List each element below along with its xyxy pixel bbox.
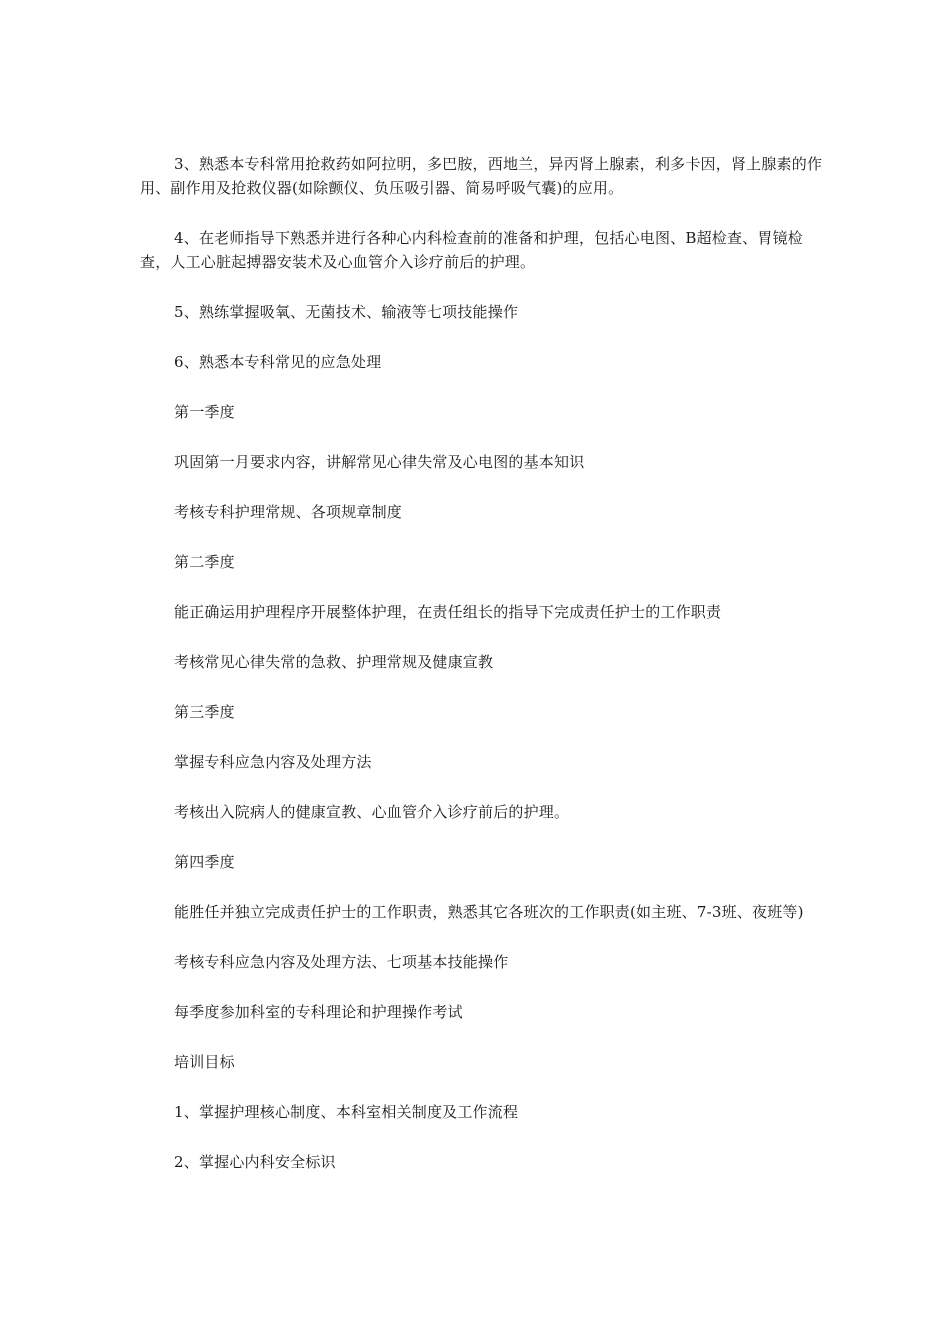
paragraph-q3-content: 掌握专科应急内容及处理方法 [174,753,372,771]
paragraph-q4-assessment: 考核专科应急内容及处理方法、七项基本技能操作 [174,953,509,971]
paragraph-q3-assessment: 考核出入院病人的健康宣教、心血管介入诊疗前后的护理。 [174,803,570,821]
document-body [140,152,830,1200]
paragraph-quarterly-exam: 每季度参加科室的专科理论和护理操作考试 [174,1003,463,1021]
section-heading-training-goals: 培训目标 [174,1053,235,1071]
paragraph-item-5-skills: 5、熟练掌握吸氧、无菌技术、输液等七项技能操作 [174,303,519,321]
paragraph-goal-2: 2、掌握心内科安全标识 [174,1153,336,1171]
paragraph-q1-assessment: 考核专科护理常规、各项规章制度 [174,503,403,521]
paragraph-goal-1: 1、掌握护理核心制度、本科室相关制度及工作流程 [174,1103,519,1121]
paragraph-item-4-exam-preparation: 4、在老师指导下熟悉并进行各种心内科检查前的准备和护理，包括心电图、B超检查、胃镜检查，人工心脏起搏器安装术及心血管介入诊疗前后的护理。 [140,229,803,271]
paragraph-item-3-emergency-drugs: 3、熟悉本专科常用抢救药如阿拉明，多巴胺，西地兰，异丙肾上腺素，利多卡因，肾上腺素的作用、副作用及抢救仪器(如除颤仪、负压吸引器、简易呼吸气囊)的应用。 [140,155,823,197]
section-heading-q1: 第一季度 [174,403,235,421]
section-heading-q2: 第二季度 [174,553,235,571]
section-heading-q4: 第四季度 [174,853,235,871]
section-heading-q3: 第三季度 [174,703,235,721]
paragraph-q2-content: 能正确运用护理程序开展整体护理，在责任组长的指导下完成责任护士的工作职责 [174,603,722,621]
paragraph-q1-content: 巩固第一月要求内容，讲解常见心律失常及心电图的基本知识 [174,453,585,471]
paragraph-q4-content: 能胜任并独立完成责任护士的工作职责，熟悉其它各班次的工作职责(如主班、7-3班、夜班等) [174,903,804,921]
paragraph-item-6-emergency-handling: 6、熟悉本专科常见的应急处理 [174,353,382,371]
paragraph-q2-assessment: 考核常见心律失常的急救、护理常规及健康宣教 [174,653,494,671]
